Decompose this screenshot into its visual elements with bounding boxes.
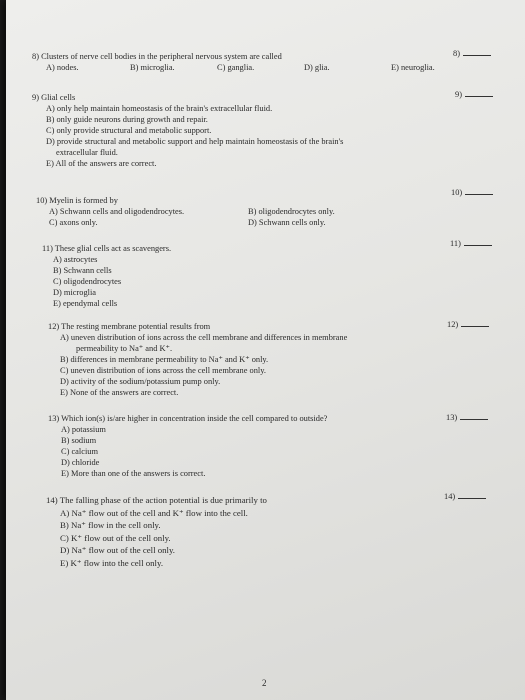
answer-blank-11[interactable]: 11) [450, 239, 492, 248]
option-b: B) differences in membrane permeability to Na⁺ and K⁺ only. [60, 355, 269, 364]
question-stem: 14) The falling phase of the action potential is due primarily to [46, 495, 267, 505]
option-c: C) uneven distribution of ions across the cell membrane only. [60, 366, 266, 375]
page-number: 2 [262, 678, 267, 688]
question-8 [32, 51, 452, 73]
option-c: C) calcium [61, 447, 98, 456]
option-d: D) glia. [304, 63, 330, 72]
question-10 [36, 195, 396, 228]
option-e: E) All of the answers are correct. [46, 159, 157, 168]
option-b: B) microglia. [130, 63, 175, 72]
option-a: A) nodes. [46, 63, 79, 72]
question-stem: 12) The resting membrane potential results from [48, 322, 211, 331]
question-stem: 11) These glial cells act as scavengers. [42, 244, 172, 253]
option-d: D) Na⁺ flow out of the cell only. [60, 545, 175, 556]
option-a: A) Schwann cells and oligodendrocytes. [49, 207, 185, 216]
option-d: D) chloride [61, 458, 100, 467]
option-d: D) activity of the sodium/potassium pump only. [60, 377, 221, 386]
answer-blank-8[interactable]: 8) [453, 49, 491, 58]
option-e: E) neuroglia. [391, 63, 435, 72]
question-11 [42, 243, 171, 309]
exam-page [6, 0, 525, 700]
option-a: A) uneven distribution of ions across the cell membrane and differences in membrane [60, 333, 348, 342]
option-e: E) ependymal cells [53, 299, 118, 308]
question-12 [48, 321, 347, 398]
option-d-continued: extracellular fluid. [56, 148, 118, 157]
option-a: A) only help maintain homeostasis of the brain's extracellular fluid. [46, 104, 273, 113]
answer-blank-14[interactable]: 14) [444, 492, 486, 501]
option-c: C) oligodendrocytes [53, 277, 122, 286]
question-stem: 9) Glial cells [32, 93, 76, 102]
option-b: B) sodium [61, 436, 97, 445]
option-e: E) More than one of the answers is correct. [61, 469, 206, 478]
option-e: E) None of the answers are correct. [60, 388, 179, 397]
option-c: C) only provide structural and metabolic support. [46, 126, 212, 135]
option-a-continued: permeability to Na⁺ and K⁺. [76, 344, 173, 353]
answer-blank-12[interactable]: 12) [447, 320, 489, 329]
question-13 [48, 413, 327, 479]
option-d: D) Schwann cells only. [248, 218, 326, 227]
question-14 [46, 494, 267, 570]
option-d: D) microglia [53, 288, 97, 297]
option-b: B) Schwann cells [53, 266, 112, 275]
question-stem: 8) Clusters of nerve cell bodies in the peripheral nervous system are called [32, 52, 282, 61]
option-c: C) ganglia. [217, 63, 255, 72]
option-d: D) provide structural and metabolic support and help maintain homeostasis of the brain's [46, 137, 344, 146]
option-b: B) Na⁺ flow in the cell only. [60, 520, 161, 531]
option-b: B) oligodendrocytes only. [248, 207, 335, 216]
answer-blank-13[interactable]: 13) [446, 413, 488, 422]
option-b: B) only guide neurons during growth and repair. [46, 115, 208, 124]
option-c: C) K⁺ flow out of the cell only. [60, 532, 171, 543]
option-a: A) Na⁺ flow out of the cell and K⁺ flow into the cell. [60, 507, 248, 518]
option-a: A) astrocytes [53, 255, 98, 264]
question-stem: 13) Which ion(s) is/are higher in concentration inside the cell compared to outside? [48, 414, 328, 423]
option-e: E) K⁺ flow into the cell only. [60, 557, 164, 568]
option-c: C) axons only. [49, 218, 98, 227]
answer-blank-10[interactable]: 10) [451, 188, 493, 197]
option-a: A) potassium [61, 425, 106, 434]
question-9 [32, 92, 343, 169]
answer-blank-9[interactable]: 9) [455, 90, 493, 99]
question-stem: 10) Myelin is formed by [36, 196, 118, 205]
